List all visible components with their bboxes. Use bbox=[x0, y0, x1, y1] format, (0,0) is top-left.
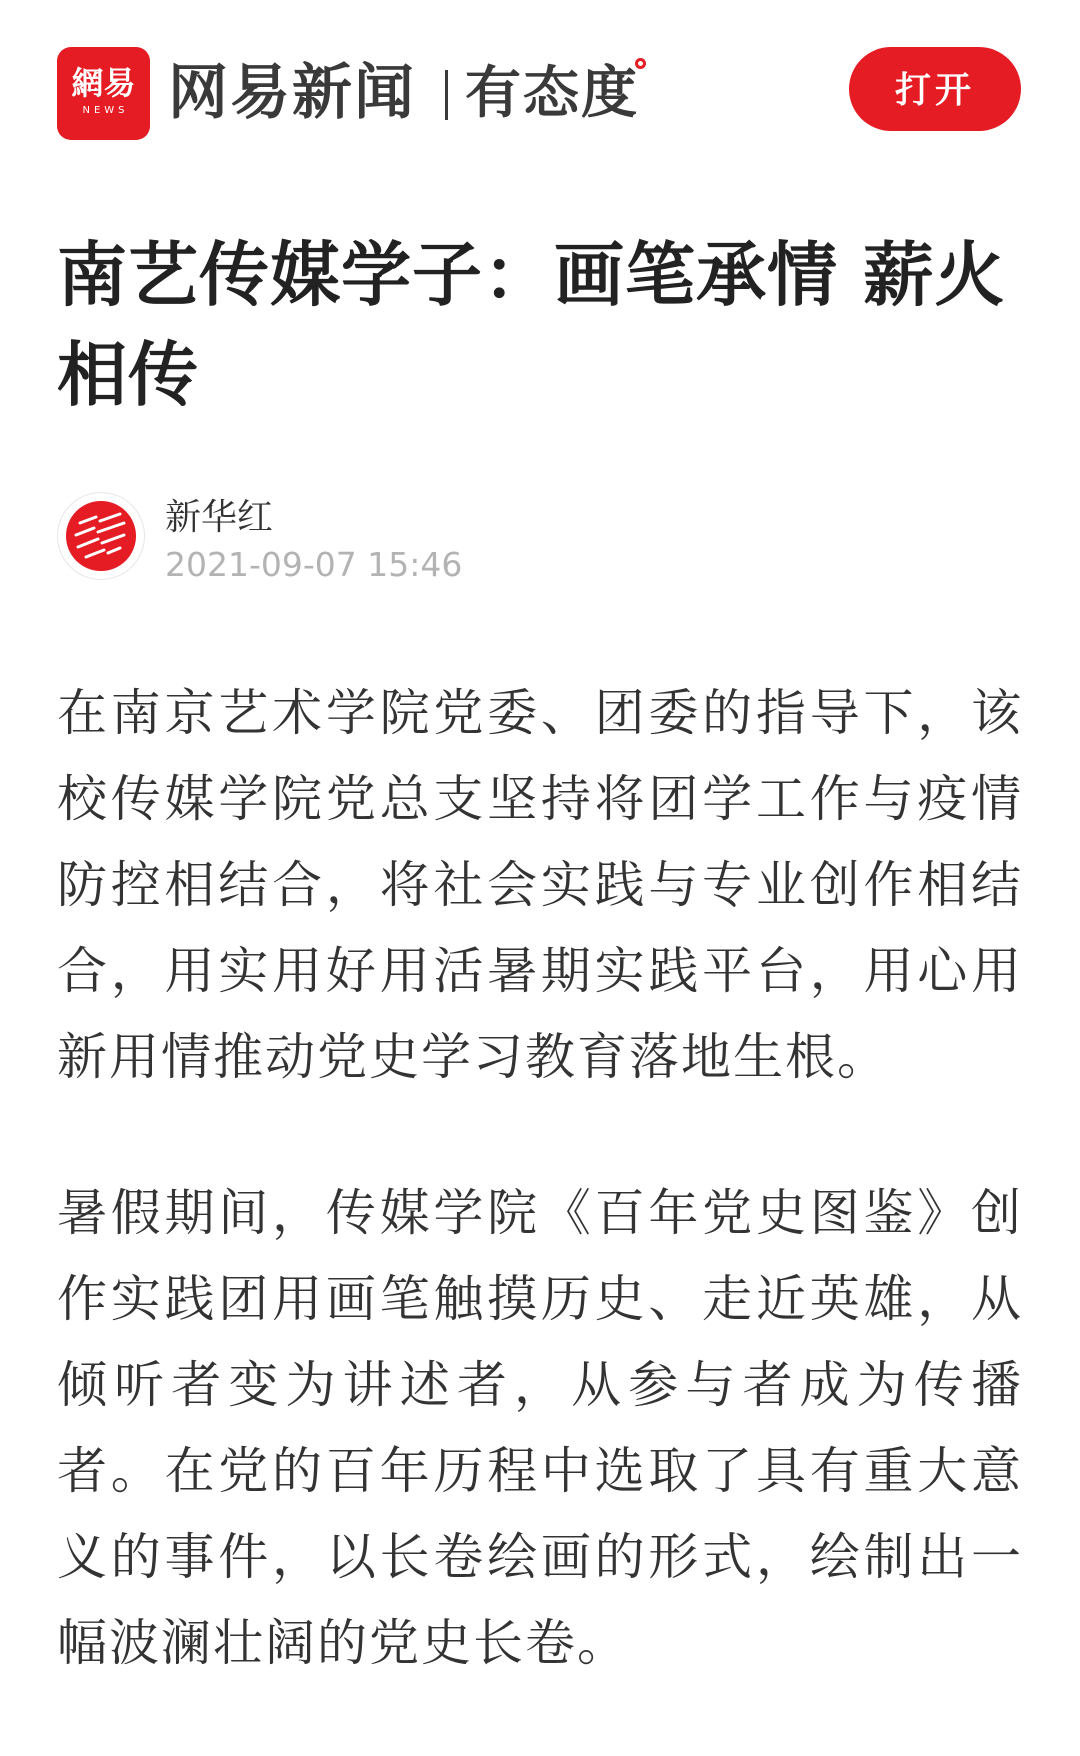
logo-cn-text: 網易 bbox=[71, 64, 136, 102]
article-paragraph: 在南京艺术学院党委、团委的指导下，该校传媒学院党总支坚持将团学工作与疫情防控相结合，将社会实践与专业创作相结合，用实用好用活暑期实践平台，用心用新用情推动党史学习教育落地生根。 bbox=[57, 684, 1023, 1086]
brand-slogan: 有态度 bbox=[465, 60, 639, 126]
author-avatar-icon[interactable] bbox=[57, 492, 145, 580]
logo-en-text: NEWS bbox=[82, 105, 129, 116]
brand-name: 网易新闻 bbox=[168, 58, 416, 128]
author-name[interactable]: 新华红 bbox=[165, 497, 274, 538]
article-paragraph: 暑假期间，传媒学院《百年党史图鉴》创作实践团用画笔触摸历史、走近英雄，从倾听者变为讲述者，从参与者成为传播者。在党的百年历程中选取了具有重大意义的事件，以长卷绘画的形式，绘制出一幅波澜壮阔的党史长卷。 bbox=[57, 1184, 1023, 1672]
article-title: 南艺传媒学子：画笔承情 薪火相传 bbox=[57, 234, 1006, 416]
brand-dot-icon bbox=[635, 58, 646, 69]
article-body bbox=[57, 670, 1023, 1756]
app-header bbox=[0, 0, 1080, 185]
xinhuahong-avatar-icon bbox=[62, 497, 140, 575]
open-app-button[interactable]: 打开 bbox=[849, 47, 1021, 131]
publish-time: 2021-09-07 15:46 bbox=[165, 545, 463, 584]
netease-news-logo-icon[interactable] bbox=[57, 47, 150, 140]
brand-divider bbox=[445, 70, 448, 120]
